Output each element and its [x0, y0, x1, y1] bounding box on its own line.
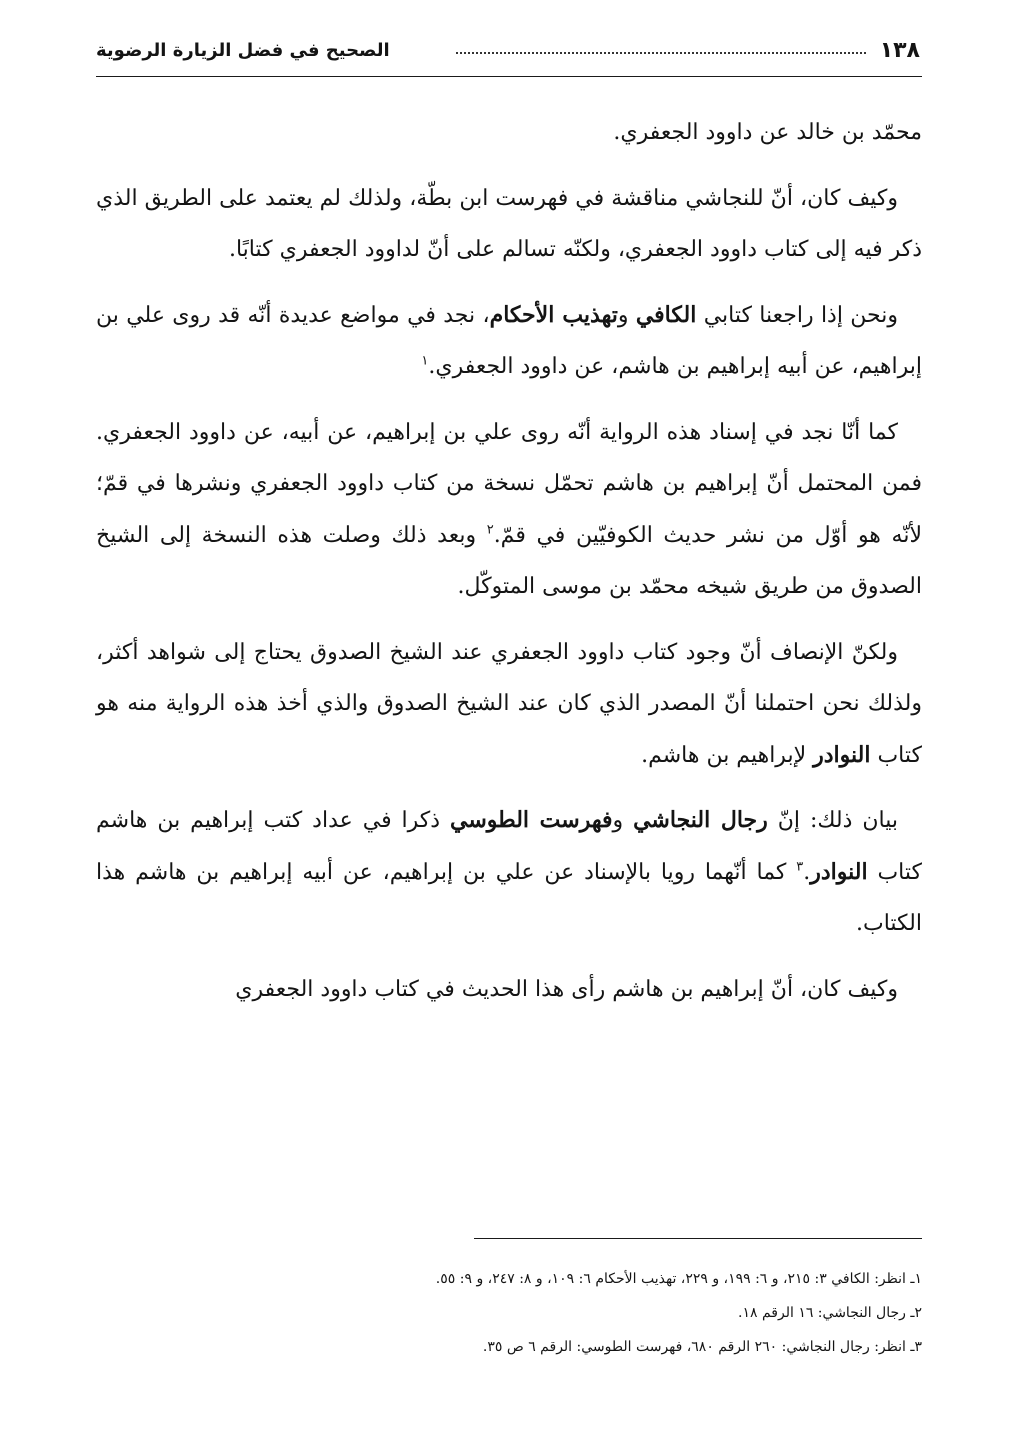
book-title: تهذيب الأحكام	[489, 301, 618, 328]
paragraph-text: .	[803, 859, 811, 885]
paragraph-text: محمّد بن خالد عن داوود الجعفري.	[613, 120, 922, 145]
body-paragraph	[96, 407, 922, 613]
paragraph-text: بيان ذلك: إنّ	[767, 808, 898, 833]
footnote: ١ـ انظر: الكافي ٣: ٢١٥، و ٦: ١٩٩، و ٢٢٩، تهذيب الأحكام ٦: ١٠٩، و ٨: ٢٤٧، و ٩: ٥٥.	[435, 1271, 922, 1287]
paragraph-text: وكيف كان، أنّ إبراهيم بن هاشم رأى هذا الحديث في كتاب داوود الجعفري	[235, 976, 898, 1002]
body-paragraph	[96, 795, 922, 950]
body-text	[96, 107, 922, 1015]
footnotes	[96, 1262, 922, 1364]
footnote: ٣ـ انظر: رجال النجاشي: ٢٦٠ الرقم ٦٨٠، فهرست الطوسي: الرقم ٦ ص ٣٥.	[482, 1339, 922, 1355]
paragraph-text: كما أنّهما رويا بالإسناد عن علي بن إبراهيم، عن أبيه إبراهيم بن هاشم هذا الكتاب.	[96, 859, 922, 936]
footnote-divider	[474, 1238, 922, 1239]
book-title: فهرست الطوسي	[450, 807, 613, 833]
book-page	[96, 30, 922, 1410]
footnote-reference: ١	[421, 353, 429, 369]
footnote: ٢ـ رجال النجاشي: ١٦ الرقم ١٨.	[738, 1305, 922, 1321]
book-title: الكافي	[635, 301, 697, 328]
book-title: النوادر	[810, 858, 868, 885]
paragraph-text: ذكرا في عداد كتب إبراهيم بن هاشم كتاب	[96, 808, 922, 885]
paragraph-text: وكيف كان، أنّ للنجاشي مناقشة في فهرست ابن بطّة، ولذلك لم يعتمد على الطريق الذي ذكر فيه إلى كتاب داوود الجعفري، ولكنّه تسالم على أنّ لداوود الجعفري كتابًا.	[96, 185, 922, 262]
body-paragraph	[96, 290, 922, 393]
body-paragraph	[96, 173, 922, 276]
paragraph-text: و	[612, 808, 634, 833]
paragraph-text: ونحن إذا راجعنا كتابي	[696, 302, 898, 328]
paragraph-text: ، نجد في مواضع عديدة أنّه قد روى علي بن إبراهيم، عن أبيه إبراهيم بن هاشم، عن داوود الجعفري.	[96, 302, 922, 379]
paragraph-text: و	[617, 302, 636, 328]
running-title: الصحيح في فضل الزيارة الرضوية	[96, 40, 390, 61]
header-dot-leader	[456, 52, 866, 54]
paragraph-text: وبعد ذلك وصلت هذه النسخة إلى الشيخ الصدوق من طريق شيخه محمّد بن موسى المتوكّل.	[96, 522, 922, 599]
footnote-reference: ٣	[796, 859, 804, 875]
body-paragraph	[96, 627, 922, 782]
book-title: رجال النجاشي	[633, 807, 768, 833]
footnote-reference: ٢	[486, 522, 494, 538]
paragraph-text: لإبراهيم بن هاشم.	[641, 742, 814, 768]
book-title: النوادر	[813, 741, 871, 768]
page-header	[96, 30, 922, 77]
body-paragraph	[96, 107, 922, 159]
paragraph-text: ولكنّ الإنصاف أنّ وجود كتاب داوود الجعفري عند الشيخ الصدوق يحتاج إلى شواهد أكثر، ولذلك نحن احتملنا أنّ المصدر الذي كان عند الشيخ الصدوق والذي أخذ هذه الرواية منه هو كتاب	[96, 639, 922, 768]
page-number: ١٣٨	[879, 38, 920, 63]
paragraph-text: كما أنّا نجد في إسناد هذه الرواية أنّه روى علي بن إبراهيم، عن أبيه، عن داوود الجعفري. فمن المحتمل أنّ إبراهيم بن هاشم تحمّل نسخة من كتاب داوود الجعفري ونشرها في قمّ؛ لأنّه هو أوّل من نشر حديث الكوفيّين في قمّ.	[96, 419, 923, 548]
body-paragraph	[96, 964, 922, 1016]
